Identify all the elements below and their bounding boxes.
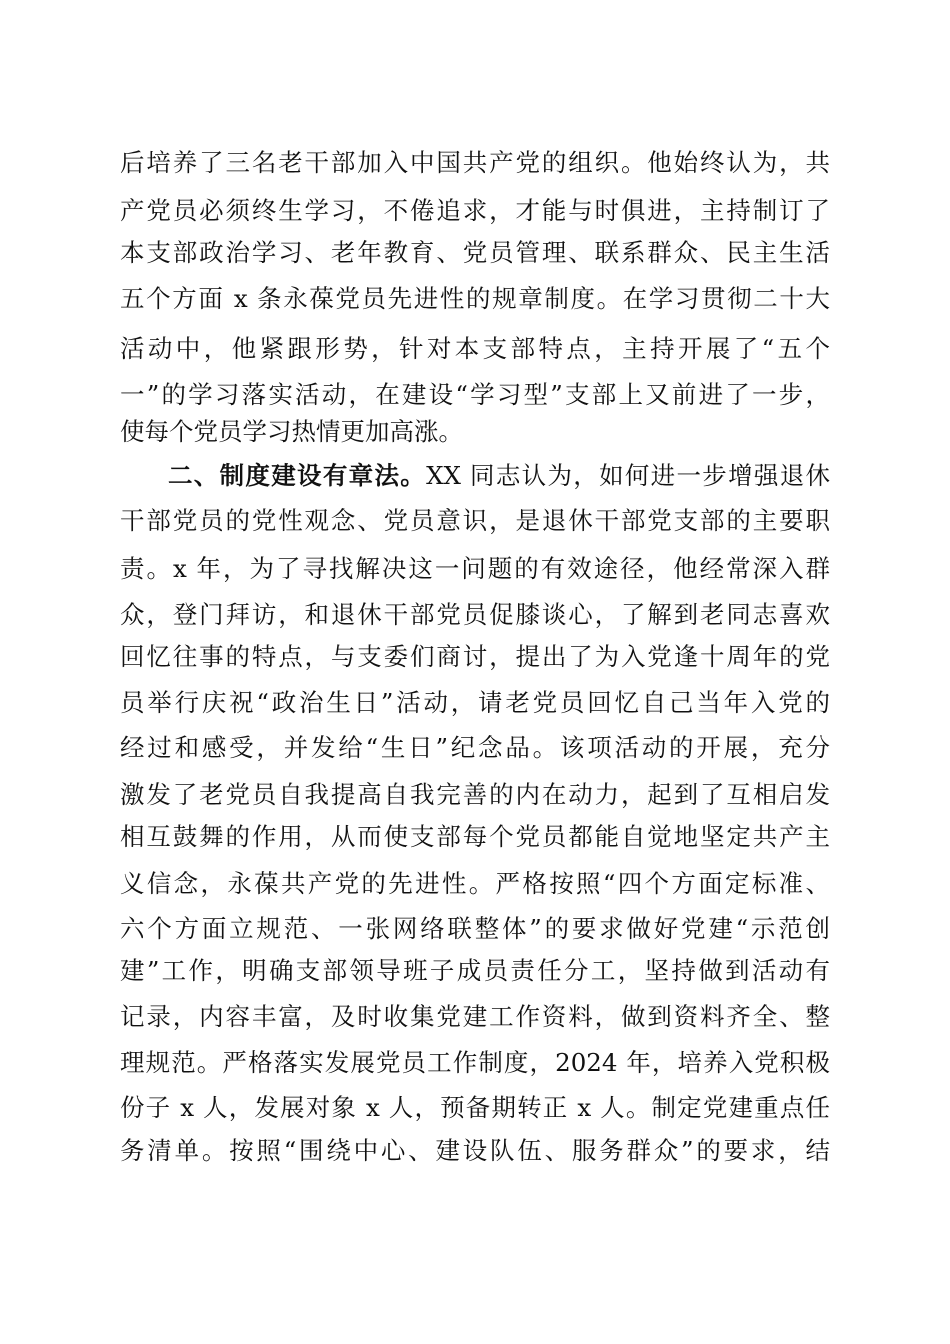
section-heading: 二、制度建设有章法。 <box>168 461 427 490</box>
paragraph-line: 一”的学习落实活动，在建设“学习型”支部上又前进了一步， <box>120 380 830 409</box>
paragraph-line: 使每个党员学习热情更加高涨。 <box>120 417 463 446</box>
paragraph-first-line <box>168 458 830 494</box>
paragraph-line: 经过和感受，并发给“生日”纪念品。该项活动的开展，充分 <box>120 733 830 762</box>
paragraph-line: 份子 x 人，发展对象 x 人，预备期转正 x 人。制定党建重点任 <box>120 1093 830 1122</box>
paragraph-line: 回忆往事的特点，与支委们商讨，提出了为入党逢十周年的党 <box>120 642 830 671</box>
paragraph-line: 五个方面 x 条永葆党员先进性的规章制度。在学习贯彻二十大 <box>120 284 830 313</box>
paragraph-line: 理规范。严格落实发展党员工作制度，2024 年，培养入党积极 <box>120 1048 830 1077</box>
paragraph-line: 员举行庆祝“政治生日”活动，请老党员回忆自己当年入党的 <box>120 688 830 717</box>
paragraph-text: XX 同志认为，如何进一步增强退休 <box>426 461 831 490</box>
paragraph-line: 务清单。按照“围绕中心、建设队伍、服务群众”的要求，结 <box>120 1136 830 1165</box>
paragraph-line: 责。x 年，为了寻找解决这一问题的有效途径，他经常深入群 <box>120 554 830 583</box>
paragraph-line: 记录，内容丰富，及时收集党建工作资料，做到资料齐全、整 <box>120 1002 830 1031</box>
paragraph-line: 激发了老党员自我提高自我完善的内在动力，起到了互相启发 <box>120 780 830 809</box>
paragraph-line: 活动中，他紧跟形势，针对本支部特点，主持开展了“五个 <box>120 334 830 363</box>
paragraph-line: 六个方面立规范、一张网络联整体”的要求做好党建“示范创 <box>120 914 830 943</box>
paragraph-line: 义信念，永葆共产党的先进性。严格按照“四个方面定标准、 <box>120 869 830 898</box>
paragraph-line: 后培养了三名老干部加入中国共产党的组织。他始终认为，共 <box>120 148 830 177</box>
paragraph-line: 建”工作，明确支部领导班子成员责任分工，坚持做到活动有 <box>120 956 830 985</box>
paragraph-line: 本支部政治学习、老年教育、党员管理、联系群众、民主生活 <box>120 238 830 267</box>
paragraph-line: 干部党员的党性观念、党员意识，是退休干部党支部的主要职 <box>120 506 830 535</box>
paragraph-line: 众，登门拜访，和退休干部党员促膝谈心，了解到老同志喜欢 <box>120 600 830 629</box>
paragraph-line: 相互鼓舞的作用，从而使支部每个党员都能自觉地坚定共产主 <box>120 822 830 851</box>
paragraph-line: 产党员必须终生学习，不倦追求，才能与时俱进，主持制订了 <box>120 196 830 225</box>
